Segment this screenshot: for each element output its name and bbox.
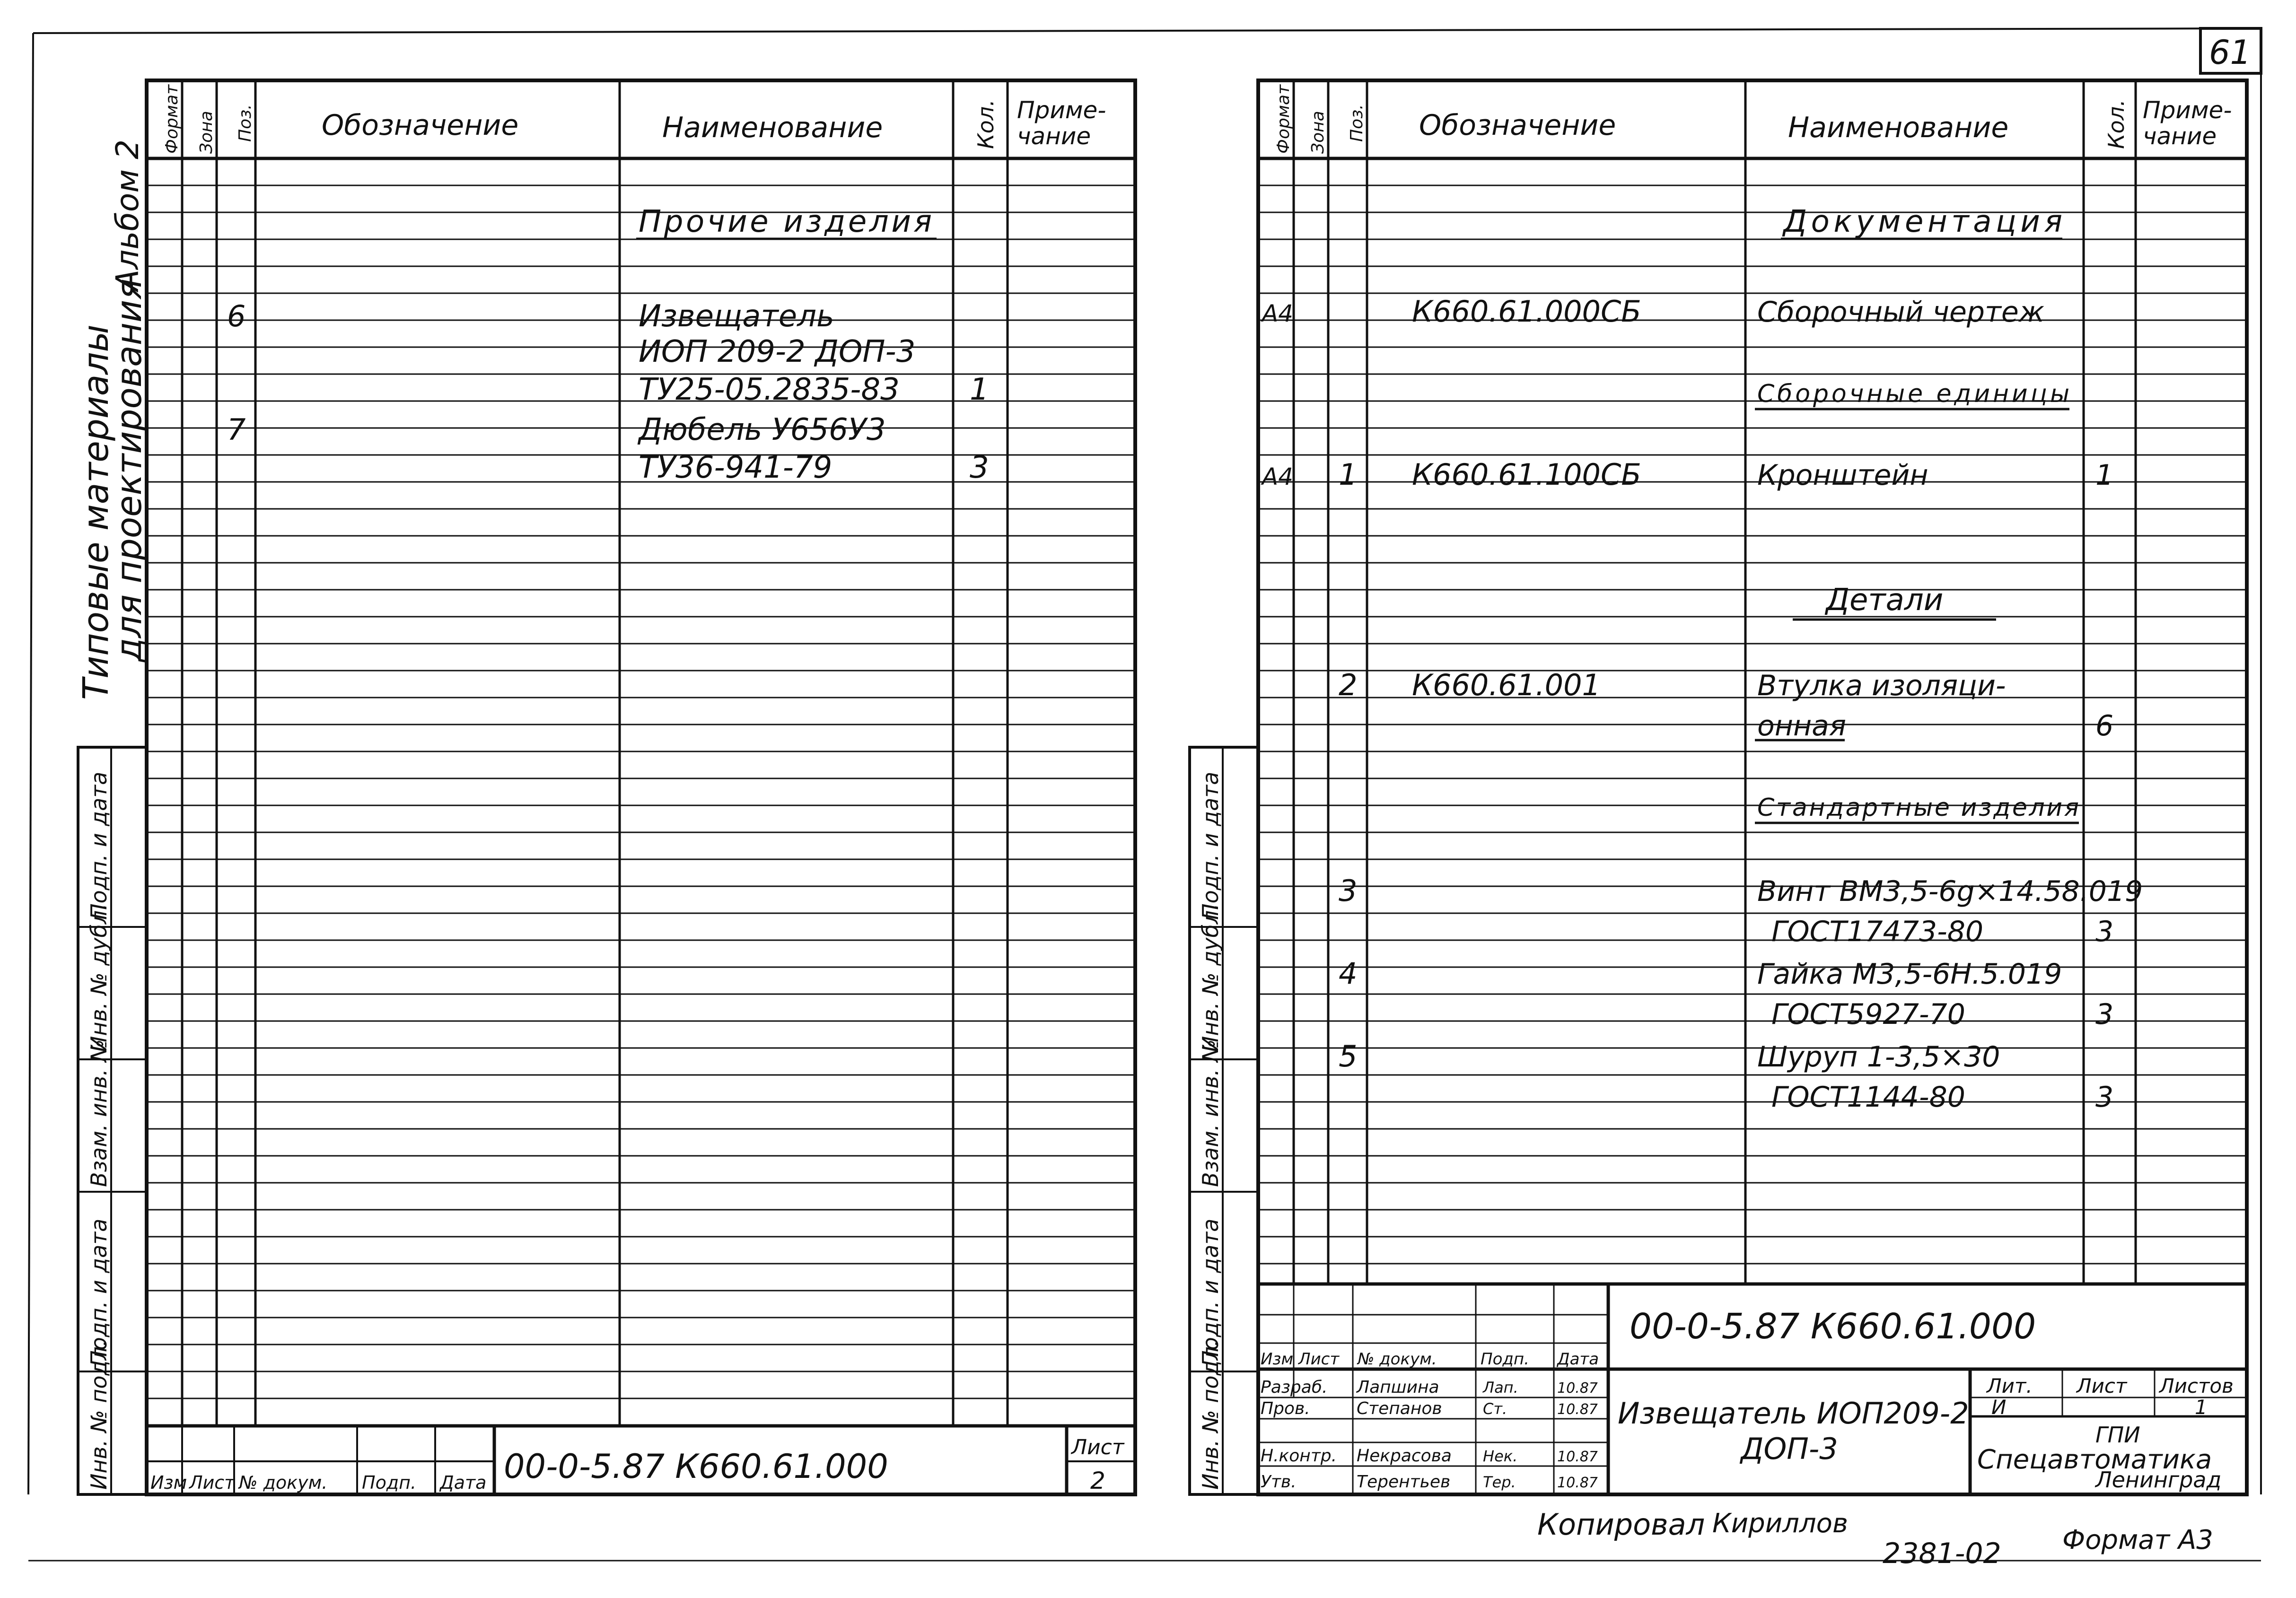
left-content [227,299,989,485]
left-stamp-col-2: Лист [189,1472,235,1493]
right-row-qty: 3 [2095,1081,2114,1114]
format-label: Формат А3 [2062,1525,2213,1555]
right-row-designation: К660.61.100СБ [1412,457,1641,492]
left-stamp-sheet-label: Лист [1071,1435,1124,1459]
tb-role: Разраб. [1261,1378,1328,1397]
tb-lit-label: Лит. [1987,1374,2033,1397]
tb-role-sign: Лап. [1483,1379,1518,1397]
left-header-zone: Зона [197,111,216,154]
right-row-name: Винт ВМ3,5-6g×14.58.019 [1757,875,2143,908]
tb-sheets-value: 1 [2195,1396,2208,1419]
left-stamp-code: 00-0-5.87 К660.61.000 [504,1447,888,1486]
right-row-pos: 1 [1339,457,1358,492]
series-line-1: Типовые материалы [76,324,116,700]
left-stamp-col-3: № докум. [239,1472,328,1493]
left-strip-field-3: Взам. инв. № [86,1039,112,1187]
left-row-name: ТУ25-05.2835-83 [639,372,900,407]
tb-role-date: 10.87 [1557,1475,1598,1491]
tb-sheet-label: Лист [2077,1374,2127,1397]
copied-label: Копировал [1537,1507,1705,1542]
left-row-pos: 7 [227,412,246,447]
right-strip-field-3: Взам. инв. № [1198,1039,1223,1187]
right-row-pos: 2 [1339,668,1358,702]
right-row-designation: К660.61.000СБ [1412,294,1641,329]
left-header-note-1: Приме- [1017,96,1106,124]
left-row-name: ТУ36-941-79 [639,450,833,485]
right-row-format: А4 [1262,463,1294,490]
section-documentation: Документация [1783,204,2062,239]
left-stamp-col-1: Изм [150,1472,187,1493]
left-header-name: Наименование [662,111,883,144]
tb-lit-value: И [1991,1396,2007,1419]
tb-role: Пров. [1261,1399,1310,1418]
right-strip-field-2: Инв. № дубл. [1198,903,1223,1052]
tb-sheets-label: Листов [2159,1374,2234,1397]
left-row-qty: 3 [970,450,989,485]
tb-role: Н.контр. [1261,1446,1337,1466]
right-row-format: А4 [1262,300,1294,327]
right-content [1261,294,2143,1114]
right-row-qty: 1 [2095,459,2114,492]
right-header-zone: Зона [1308,111,1328,154]
tb-role-name: Лапшина [1357,1378,1439,1397]
tb-role-name: Некрасова [1357,1446,1452,1466]
right-row-name: ГОСТ1144-80 [1771,1081,1965,1114]
section-assemblies: Сборочные единицы [1757,380,2069,408]
left-stamp-col-5: Дата [440,1472,487,1493]
tb-role: Утв. [1261,1472,1297,1492]
tb-product-line-2: ДОП-3 [1741,1432,1838,1466]
right-header-format: Формат [1274,84,1293,154]
tb-org-line-2: Спецавтоматика [1977,1444,2212,1475]
right-header-pos: Поз. [1347,104,1367,142]
right-row-qty: 3 [2095,998,2114,1031]
left-strip-field-1: Подп. и дата [86,771,112,920]
series-line-2: для проектирования [109,279,149,662]
tb-col-3: № докум. [1358,1350,1437,1369]
tb-role-name: Степанов [1357,1399,1442,1418]
left-header-pos: Поз. [236,104,255,142]
left-row-pos: 6 [227,299,246,333]
left-stamp-sheet-value: 2 [1090,1467,1105,1494]
copied-signature: Кириллов [1712,1508,1848,1539]
title-block-roles [1261,1378,1598,1492]
right-row-qty: 6 [2095,709,2114,742]
tb-product-line-1: Извещатель ИОП209-2 [1618,1396,1969,1431]
right-row-name: Шуруп 1-3,5×30 [1757,1040,2000,1074]
right-row-pos: 4 [1339,956,1358,991]
left-section-title: Прочие изделия [639,204,932,239]
right-header-note-2: чание [2143,122,2217,150]
left-stamp-col-4: Подп. [362,1472,417,1493]
tb-role-date: 10.87 [1557,1380,1598,1397]
tb-role-date: 10.87 [1557,1401,1598,1418]
tb-col-1: Изм [1261,1350,1294,1369]
tb-role-sign: Тер. [1483,1473,1516,1491]
tb-role-sign: Нек. [1483,1447,1518,1465]
left-strip-field-2: Инв. № дубл. [86,903,112,1052]
left-header-format: Формат [162,84,182,154]
tb-role-sign: Ст. [1483,1400,1507,1418]
section-parts: Детали [1826,583,1944,618]
tb-col-2: Лист [1298,1350,1340,1369]
order-number: 2381-02 [1883,1537,2001,1570]
left-header-designation: Обозначение [322,109,519,142]
tb-org-line-1: ГПИ [2095,1422,2140,1448]
left-strip-field-4: Подп. и дата [86,1218,112,1367]
right-row-designation: К660.61.001 [1412,668,1601,702]
left-row-name: Извещатель [639,299,834,334]
left-header-note-2: чание [1017,122,1091,150]
right-row-pos: 3 [1339,873,1358,908]
corner-sheet-number: 61 [2209,33,2252,72]
left-strip-field-5: Инв. № подл. [86,1339,112,1490]
right-row-name: ГОСТ17473-80 [1771,915,1984,948]
tb-role-date: 10.87 [1557,1449,1598,1465]
left-row-qty: 1 [970,372,989,407]
right-row-name: Гайка М3,5-6Н.5.019 [1757,958,2062,991]
left-header-qty: Кол. [973,99,999,149]
section-standard: Стандартные изделия [1757,794,2079,822]
right-row-name: ГОСТ5927-70 [1771,998,1965,1031]
right-header-qty: Кол. [2103,99,2129,149]
right-header-name: Наименование [1788,111,2009,144]
tb-col-5: Дата [1557,1350,1599,1369]
right-strip-field-4: Подп. и дата [1198,1218,1223,1367]
tb-code: 00-0-5.87 К660.61.000 [1630,1306,2036,1347]
right-row-name: Втулка изоляци- [1757,669,2006,702]
tb-col-4: Подп. [1481,1350,1529,1369]
left-row-name: Дюбель У656У3 [639,412,886,447]
right-row-name: Кронштейн [1757,459,1928,492]
right-strip-field-1: Подп. и дата [1198,771,1223,920]
right-row-name: Сборочный чертеж [1757,296,2044,329]
tb-role-name: Терентьев [1357,1472,1451,1492]
right-header-designation: Обозначение [1419,109,1616,142]
right-header-note-1: Приме- [2143,96,2232,124]
right-row-name: онная [1757,709,1847,742]
right-row-qty: 3 [2095,915,2114,948]
right-strip-field-5: Инв. № подл. [1198,1339,1223,1490]
left-row-name: ИОП 209-2 ДОП-3 [639,334,916,369]
right-row-pos: 5 [1339,1039,1358,1074]
tb-org-line-3: Ленинград [2095,1467,2222,1493]
album-label: Альбом 2 [109,139,146,291]
